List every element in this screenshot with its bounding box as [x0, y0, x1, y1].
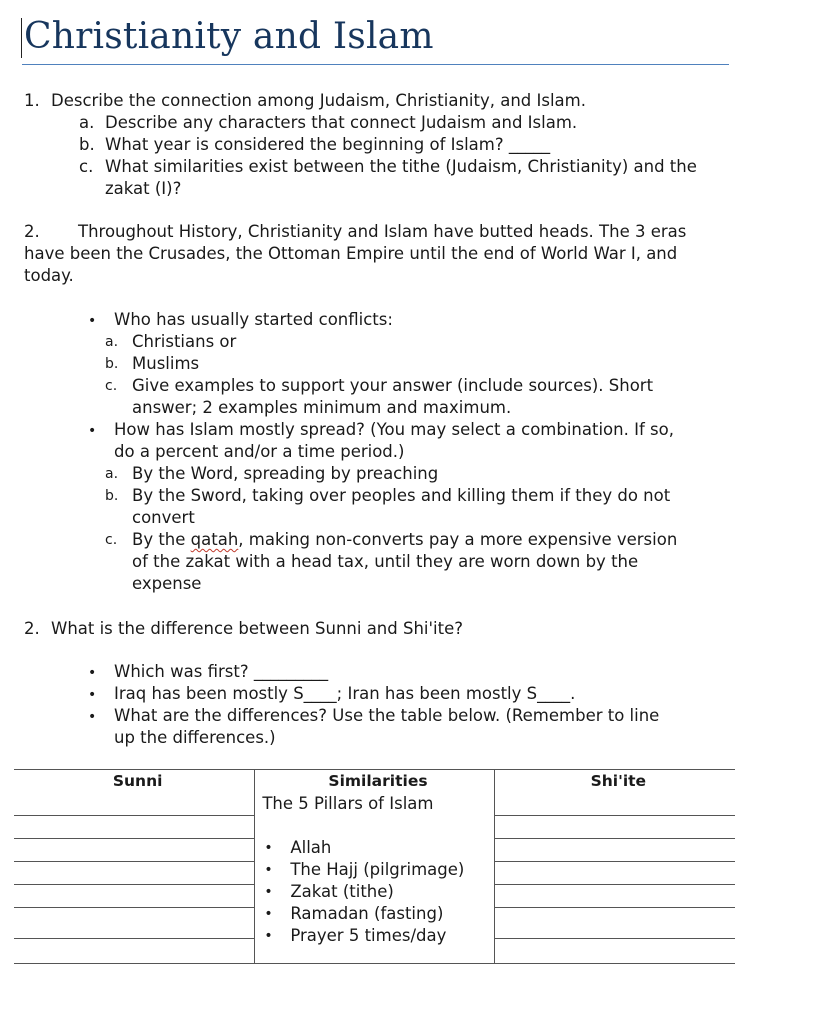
q3-text: What is the difference between Sunni and Shi'ite?: [51, 619, 463, 638]
text-cursor: [21, 18, 22, 58]
list-item: • The Hajj (pilgrimage): [262, 859, 493, 881]
table-cell[interactable]: [14, 816, 255, 839]
q2-text: Throughout History, Christianity and Islam have butted heads. The 3 eras: [78, 222, 687, 241]
q2-sub-text-part: By the: [132, 530, 191, 549]
bullet-icon: •: [88, 687, 97, 703]
table-cell[interactable]: [494, 816, 735, 839]
table-cell[interactable]: [14, 885, 255, 908]
table-header-sunni: Sunni: [14, 770, 255, 794]
list-item: • Allah: [262, 837, 493, 859]
table-cell[interactable]: [494, 908, 735, 939]
similarities-cell[interactable]: [255, 793, 494, 964]
bullet-icon: •: [88, 313, 97, 329]
q2-text: have been the Crusades, the Ottoman Empire until the end of World War I, and: [24, 244, 678, 263]
q2-bullet-text: do a percent and/or a time period.): [114, 442, 405, 461]
bullet-icon: •: [88, 423, 97, 439]
document-title[interactable]: Christianity and Islam: [24, 16, 434, 57]
q2-sub-label: b.: [105, 488, 119, 504]
q2-sub-text: Muslims: [132, 354, 200, 373]
q2-bullet-text: Who has usually started conflicts:: [114, 310, 393, 329]
q3-bullet-text: Iraq has been mostly S____; Iran has been mostly S____.: [114, 684, 576, 703]
bullet-icon: •: [88, 665, 97, 681]
q2-sub-label: a.: [105, 466, 119, 482]
q2-text: today.: [24, 266, 74, 285]
q1-sub-text: zakat (I)?: [105, 179, 182, 198]
pillars-list: [262, 837, 493, 947]
q2-sub-label: a.: [105, 334, 119, 350]
table-cell[interactable]: [494, 885, 735, 908]
table-cell[interactable]: [494, 793, 735, 816]
q1-sub-label: a.: [79, 113, 95, 132]
q1-sub-label: b.: [79, 135, 95, 154]
q1-text: Describe the connection among Judaism, Christianity, and Islam.: [51, 91, 586, 110]
q1-sub-text: Describe any characters that connect Judaism and Islam.: [105, 113, 578, 132]
q1-number: 1.: [24, 91, 40, 110]
comparison-table: [14, 769, 735, 964]
q3-bullet-text: up the differences.): [114, 728, 276, 747]
q2-sub-label: c.: [105, 378, 118, 394]
pillars-title: The 5 Pillars of Islam: [262, 794, 434, 813]
table-cell[interactable]: [14, 939, 255, 964]
list-item: • Ramadan (fasting): [262, 903, 493, 925]
q2-sub-text: [132, 529, 677, 551]
q1-sub-text: What year is considered the beginning of Islam? _____: [105, 135, 551, 154]
table-cell[interactable]: [494, 939, 735, 964]
q1-sub-text: What similarities exist between the tithe (Judaism, Christianity) and the: [105, 157, 697, 176]
q2-bullet-text: How has Islam mostly spread? (You may select a combination. If so,: [114, 420, 674, 439]
table-header-similarities: Similarities: [255, 770, 494, 794]
list-item: • Zakat (tithe): [262, 881, 493, 903]
title-underline: [22, 64, 729, 65]
q3-bullet-text: Which was first? _________: [114, 662, 329, 681]
list-item: • Prayer 5 times/day: [262, 925, 493, 947]
table-cell[interactable]: [494, 862, 735, 885]
q3-bullet-text: What are the differences? Use the table below. (Remember to line: [114, 706, 660, 725]
q2-sub-text: Give examples to support your answer (include sources). Short: [132, 376, 654, 395]
q2-sub-text-part: , making non-converts pay a more expensive version: [238, 530, 678, 549]
q2-sub-text: By the Word, spreading by preaching: [132, 464, 439, 483]
table-cell[interactable]: [14, 862, 255, 885]
q2-sub-label: b.: [105, 356, 119, 372]
q2-sub-text: By the Sword, taking over peoples and killing them if they do not: [132, 486, 671, 505]
q2-sub-text: answer; 2 examples minimum and maximum.: [132, 398, 512, 417]
q2-number: 2.: [24, 222, 40, 241]
table-cell[interactable]: [14, 839, 255, 862]
q2-sub-text: Christians or: [132, 332, 237, 351]
q2-sub-label: c.: [105, 532, 118, 548]
q2-sub-text: convert: [132, 508, 195, 527]
table-cell[interactable]: [14, 908, 255, 939]
table-header-shiite: Shi'ite: [494, 770, 735, 794]
q1-sub-label: c.: [79, 157, 94, 176]
table-cell[interactable]: [14, 793, 255, 816]
q2-sub-text: of the zakat with a head tax, until they are worn down by the: [132, 552, 639, 571]
table-cell[interactable]: [494, 839, 735, 862]
q3-number: 2.: [24, 619, 40, 638]
misspelled-word[interactable]: qatah: [190, 530, 239, 549]
q2-sub-text: expense: [132, 574, 202, 593]
bullet-icon: •: [88, 709, 97, 725]
